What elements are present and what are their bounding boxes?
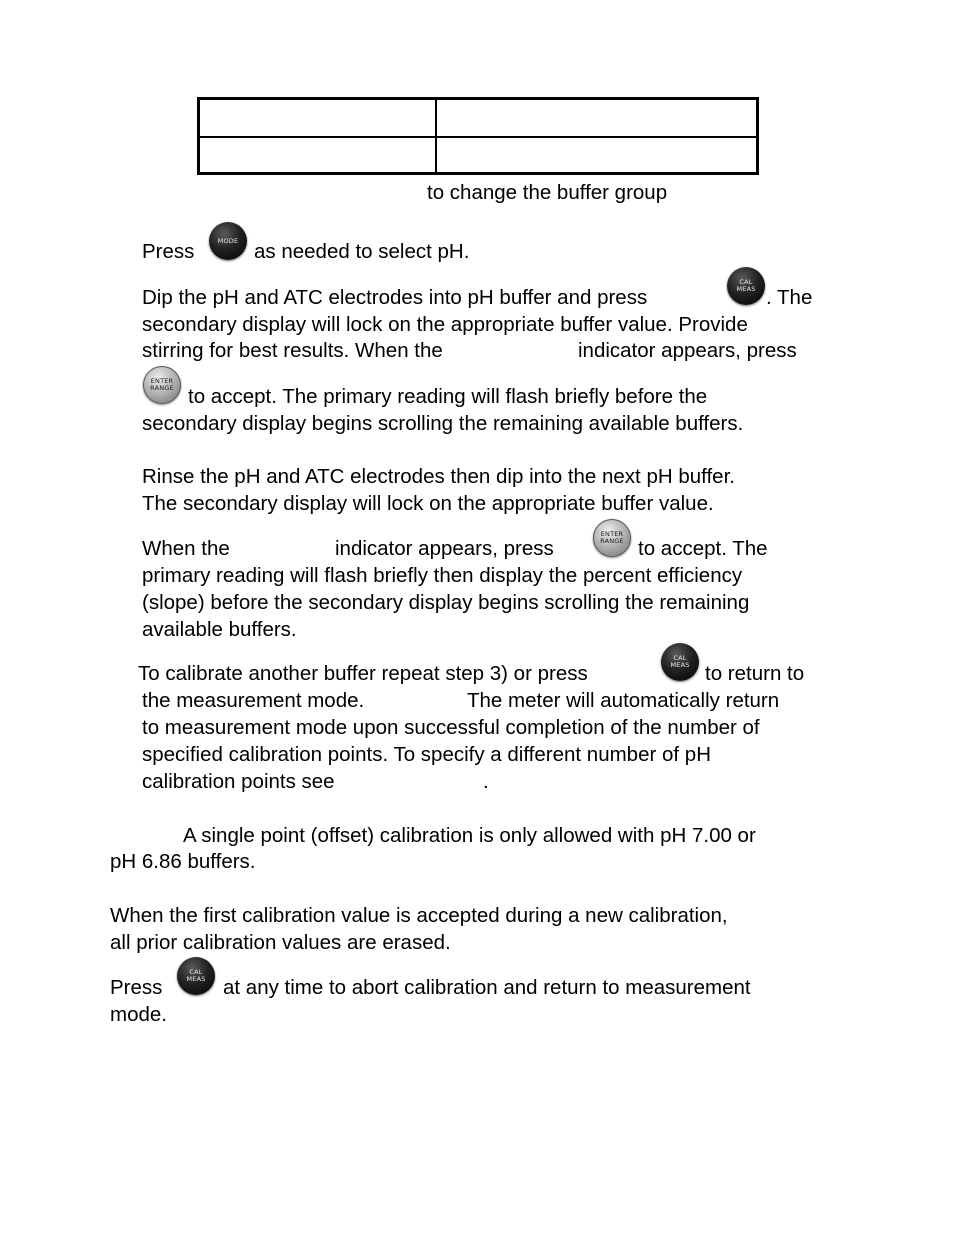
- step2-text: secondary display will lock on the appropriate buffer value. Provide: [142, 313, 748, 336]
- step5-text: the measurement mode.: [142, 689, 365, 712]
- table-row: [200, 100, 756, 138]
- table-cell: [437, 137, 756, 173]
- table-cell: [200, 137, 437, 173]
- note-text: mode.: [110, 1003, 167, 1026]
- table-cell: [437, 100, 756, 136]
- enter-range-button-icon: [143, 366, 181, 404]
- step1-text: Press: [142, 240, 195, 263]
- mode-button-label: MODE: [217, 236, 239, 245]
- step2-text: indicator appears, press: [578, 339, 797, 362]
- cal-meas-button-icon: [177, 957, 215, 995]
- cal-button-label: CAL: [189, 968, 203, 976]
- step2-text: stirring for best results. When the: [142, 339, 443, 362]
- buffer-group-text: to change the buffer group: [427, 181, 668, 204]
- step5-text: To calibrate another buffer repeat step 3) or press: [138, 662, 588, 685]
- enter-button-label: ENTER: [600, 530, 624, 538]
- note-text: at any time to abort calibration and return to measurement: [223, 976, 751, 999]
- step1-text: as needed to select pH.: [254, 240, 470, 263]
- mode-button-icon: [209, 222, 247, 260]
- enter-range-button-icon: [593, 519, 631, 557]
- step2-text: secondary display begins scrolling the remaining available buffers.: [142, 412, 744, 435]
- step4-text: When the: [142, 537, 230, 560]
- step3-text: The secondary display will lock on the appropriate buffer value.: [142, 492, 714, 515]
- buffer-group-table: [197, 97, 759, 175]
- step2-text: to accept. The primary reading will flash briefly before the: [188, 385, 708, 408]
- step2-text: . The: [766, 286, 813, 309]
- range-button-label: RANGE: [600, 537, 624, 545]
- step5-text: to return to: [705, 662, 805, 685]
- note-text: A single point (offset) calibration is only allowed with pH 7.00 or: [183, 824, 756, 847]
- cal-button-label: CAL: [673, 654, 687, 662]
- step4-text: primary reading will flash briefly then display the percent efficiency: [142, 564, 743, 587]
- step5-text: The meter will automatically return: [467, 689, 780, 712]
- range-button-label: RANGE: [150, 384, 174, 392]
- step4-text: (slope) before the secondary display begins scrolling the remaining: [142, 591, 750, 614]
- step3-text: Rinse the pH and ATC electrodes then dip into the next pH buffer.: [142, 465, 735, 488]
- table-row: [200, 137, 756, 173]
- step5-text: specified calibration points. To specify a different number of pH: [142, 743, 712, 766]
- step5-text: to measurement mode upon successful completion of the number of: [142, 716, 760, 739]
- meas-button-label: MEAS: [670, 661, 690, 669]
- note-text: When the first calibration value is accepted during a new calibration,: [110, 904, 728, 927]
- step2-text: Dip the pH and ATC electrodes into pH buffer and press: [142, 286, 648, 309]
- note-text: pH 6.86 buffers.: [110, 850, 256, 873]
- step4-text: available buffers.: [142, 618, 297, 641]
- meas-button-label: MEAS: [186, 975, 206, 983]
- step5-text: .: [483, 770, 489, 793]
- step4-text: indicator appears, press: [335, 537, 554, 560]
- step4-text: to accept. The: [638, 537, 768, 560]
- step5-text: calibration points see: [142, 770, 335, 793]
- cal-button-label: CAL: [739, 278, 753, 286]
- cal-meas-button-icon: [661, 643, 699, 681]
- note-text: all prior calibration values are erased.: [110, 931, 451, 954]
- enter-button-label: ENTER: [150, 377, 174, 385]
- cal-meas-button-icon: [727, 267, 765, 305]
- note-text: Press: [110, 976, 163, 999]
- meas-button-label: MEAS: [736, 285, 756, 293]
- table-cell: [200, 100, 437, 136]
